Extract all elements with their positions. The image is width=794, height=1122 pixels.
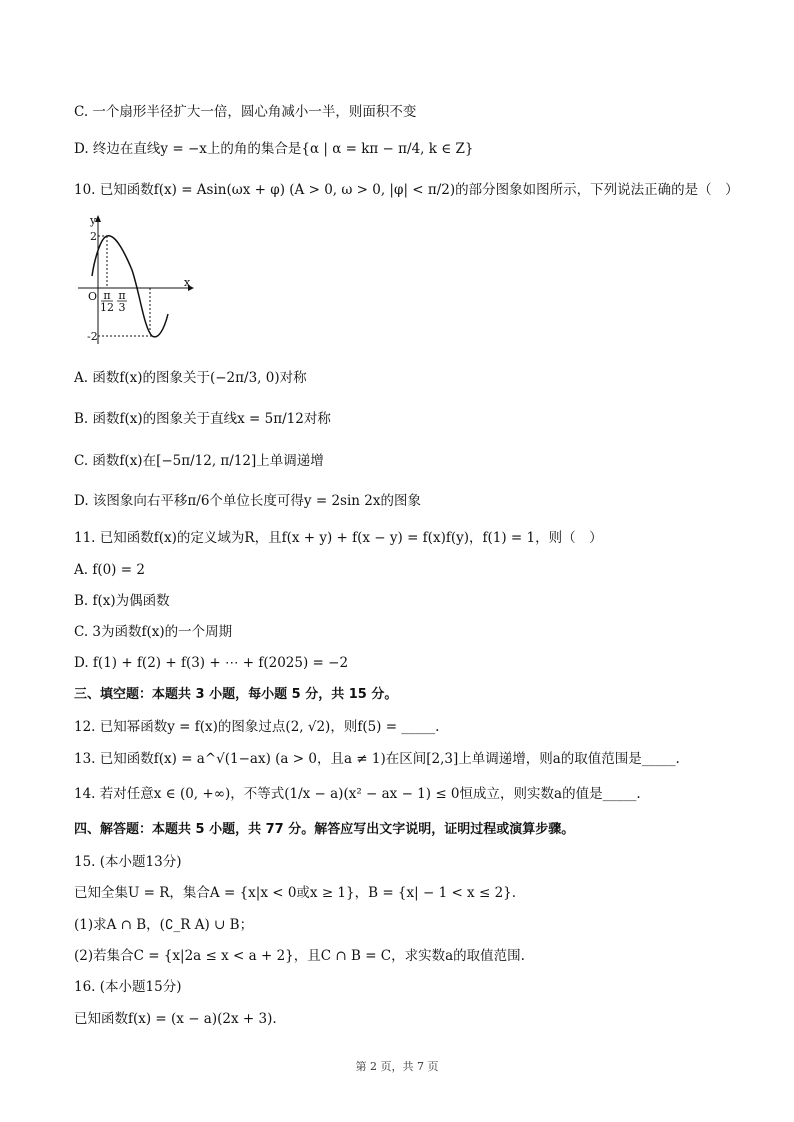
page-footer: 第 2 页，共 7 页 [355,1060,439,1073]
question-15-part2: (2)若集合C = {x|2a ≤ x < a + 2}，且C ∩ B = C，求实数a的取值范围. [74,948,525,964]
sine-curve [92,236,168,337]
tick1-denominator: 12 [100,301,114,314]
option-11d: D. f(1) + f(2) + f(3) + ⋯ + f(2025) = −2 [74,655,349,671]
option-10b: B. 函数f(x)的图象关于直线x = 5π/12对称 [74,411,331,427]
option-9d: D. 终边在直线y = −x上的角的集合是{α | α = kπ − π/4, k ∈ Z} [74,141,474,157]
question-15-stem: 已知全集U = R，集合A = {x|x < 0或x ≥ 1}，B = {x| − 1 < x ≤ 2}. [74,885,517,901]
question-10: 10. 已知函数f(x) = Asin(ωx + φ) (A > 0, ω > 0, |φ| < π/2)的部分图象如图所示，下列说法正确的是（ ） [74,182,739,198]
y-axis-label: y [90,214,97,227]
question-15-header: 15. (本小题13分) [74,854,182,870]
option-11a: A. f(0) = 2 [74,562,145,578]
tick1-numerator: π [103,289,111,302]
option-9c: C. 一个扇形半径扩大一倍，圆心角减小一半，则面积不变 [74,104,417,120]
section-3-heading: 三、填空题：本题共 3 小题，每小题 5 分，共 15 分。 [74,687,398,702]
y-max-label: 2 [90,230,97,243]
option-11c: C. 3为函数f(x)的一个周期 [74,624,233,640]
question-16-header: 16. (本小题15分) [74,979,182,995]
question-15-part1: (1)求A ∩ B，(∁_R A) ∪ B； [74,917,254,933]
section-4-heading: 四、解答题：本题共 5 小题，共 77 分。解答应写出文字说明，证明过程或演算步骤。 [74,822,575,837]
x-axis-label: x [184,276,191,289]
question-14: 14. 若对任意x ∈ (0, +∞)，不等式(1/x − a)(x² − ax − 1) ≤ 0恒成立，则实数a的值是_____. [74,786,641,802]
question-12: 12. 已知幂函数y = f(x)的图象过点(2, √2)，则f(5) = _____. [74,719,440,735]
question-13: 13. 已知函数f(x) = a^√(1−ax) (a > 0，且a ≠ 1)在区间[2,3]上单调递增，则a的取值范围是_____. [74,751,680,767]
option-11b: B. f(x)为偶函数 [74,593,170,609]
question-11: 11. 已知函数f(x)的定义域为R，且f(x + y) + f(x − y) = f(x)f(y)，f(1) = 1，则（ ） [74,530,603,546]
y-min-label: -2 [87,330,98,343]
option-10d: D. 该图象向右平移π/6个单位长度可得y = 2sin 2x的图象 [74,493,421,509]
sine-graph-figure [76,214,196,350]
question-16-stem: 已知函数f(x) = (x − a)(2x + 3). [74,1011,277,1027]
tick2-numerator: π [118,289,126,302]
option-10c: C. 函数f(x)在[−5π/12, π/12]上单调递增 [74,453,324,469]
tick2-denominator: 3 [118,301,126,314]
origin-label: O [88,290,98,303]
option-10a: A. 函数f(x)的图象关于(−2π/3, 0)对称 [74,370,307,386]
